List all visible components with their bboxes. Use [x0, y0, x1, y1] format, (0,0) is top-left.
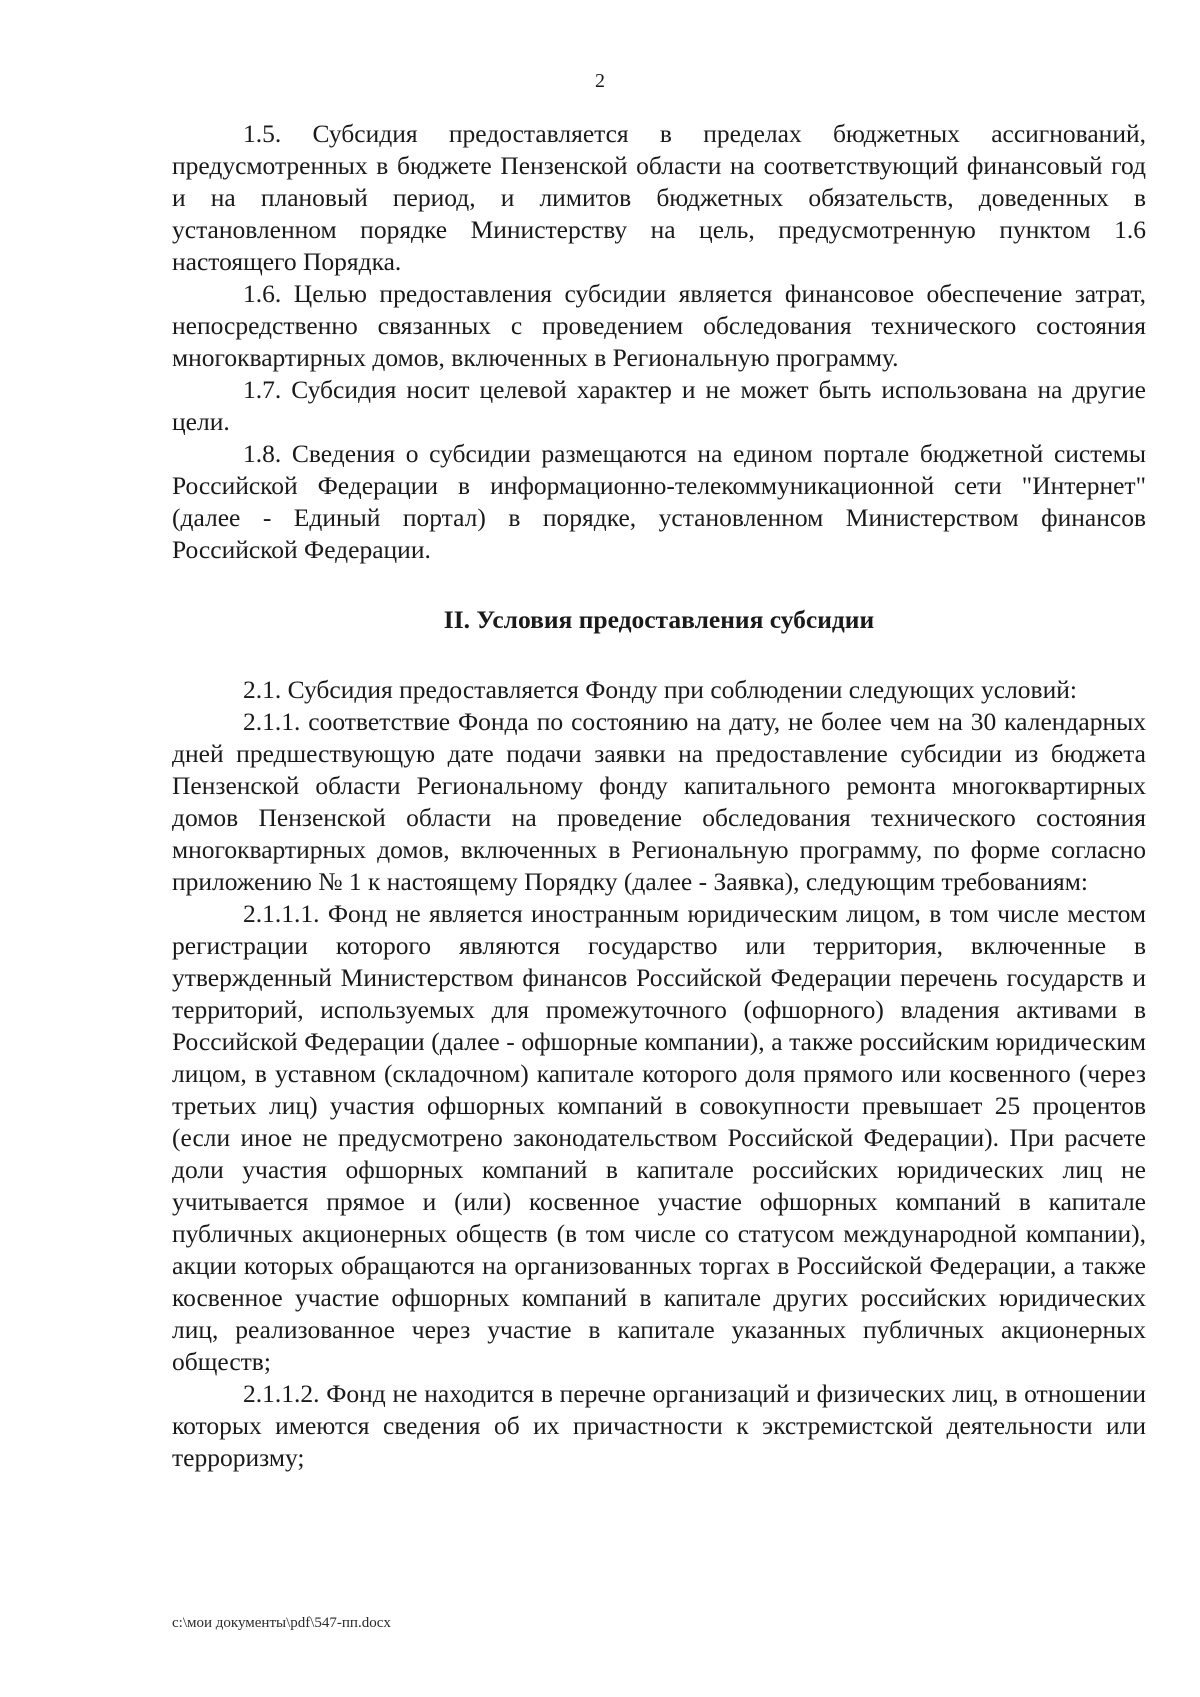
paragraph-2-1-1: 2.1.1. соответствие Фонда по состоянию на дату, не более чем на 30 календарных дней предшествующую дате подачи заявки на предоставление субсидии из бюджета Пензенской области Региональному фонду капитального ремонта многоквартирных домов Пензенской области на проведение обследования технического состояния многоквартирных домов, включенных в Региональную программу, по форме согласно приложению № 1 к настоящему Порядку (далее - Заявка), следующим требованиям:: [172, 707, 1146, 896]
paragraph-2-1-1-2: 2.1.1.2. Фонд не находится в перечне организаций и физических лиц, в отношении которых имеются сведения об их причастности к экстремистской деятельности или терроризму;: [172, 1379, 1146, 1472]
document-body: [172, 118, 1146, 1474]
paragraph-2-1-1-1: 2.1.1.1. Фонд не является иностранным юридическим лицом, в том числе местом регистрации которого являются государство или территория, включенные в утвержденный Министерством финансов Российской Федерации перечень государств и территорий, используемых для промежуточного (офшорного) владения активами в Российской Федерации (далее - офшорные компании), а также российским юридическим лицом, в уставном (складочном) капитале которого доля прямого или косвенного (через третьих лиц) участия офшорных компаний в совокупности превышает 25 процентов (если иное не предусмотрено законодательством Российской Федерации). При расчете доли участия офшорных компаний в капитале российских юридических лиц не учитывается прямое и (или) косвенное участие офшорных компаний в капитале публичных акционерных обществ (в том числе со статусом международной компании), акции которых обращаются на организованных торгах в Российской Федерации, а также косвенное участие офшорных компаний в капитале других российских юридических лиц, реализованное через участие в капитале указанных публичных акционерных обществ;: [172, 899, 1146, 1376]
paragraph-1-5: 1.5. Субсидия предоставляется в пределах бюджетных ассигнований, предусмотренных в бюджете Пензенской области на соответствующий финансовый год и на плановый период, и лимитов бюджетных обязательств, доведенных в установленном порядке Министерству на цель, предусмотренную пунктом 1.6 настоящего Порядка.: [172, 119, 1146, 276]
section-heading: II. Условия предоставления субсидии: [443, 605, 875, 634]
page-number: 2: [595, 70, 605, 92]
paragraph-2-1: 2.1. Субсидия предоставляется Фонду при соблюдении следующих условий:: [243, 675, 1077, 704]
paragraph-1-7: 1.7. Субсидия носит целевой характер и не может быть использована на другие цели.: [172, 375, 1146, 436]
paragraph-1-8: 1.8. Сведения о субсидии размещаются на едином портале бюджетной системы Российской Федерации в информационно-телекоммуникационной сети "Интернет" (далее - Единый портал) в порядке, установленном Министерством финансов Российской Федерации.: [172, 439, 1146, 564]
paragraph-1-6: 1.6. Целью предоставления субсидии является финансовое обеспечение затрат, непосредственно связанных с проведением обследования технического состояния многоквартирных домов, включенных в Региональную программу.: [172, 279, 1146, 372]
footer-file-path: c:\мои документы\pdf\547-пп.docx: [172, 1615, 391, 1631]
